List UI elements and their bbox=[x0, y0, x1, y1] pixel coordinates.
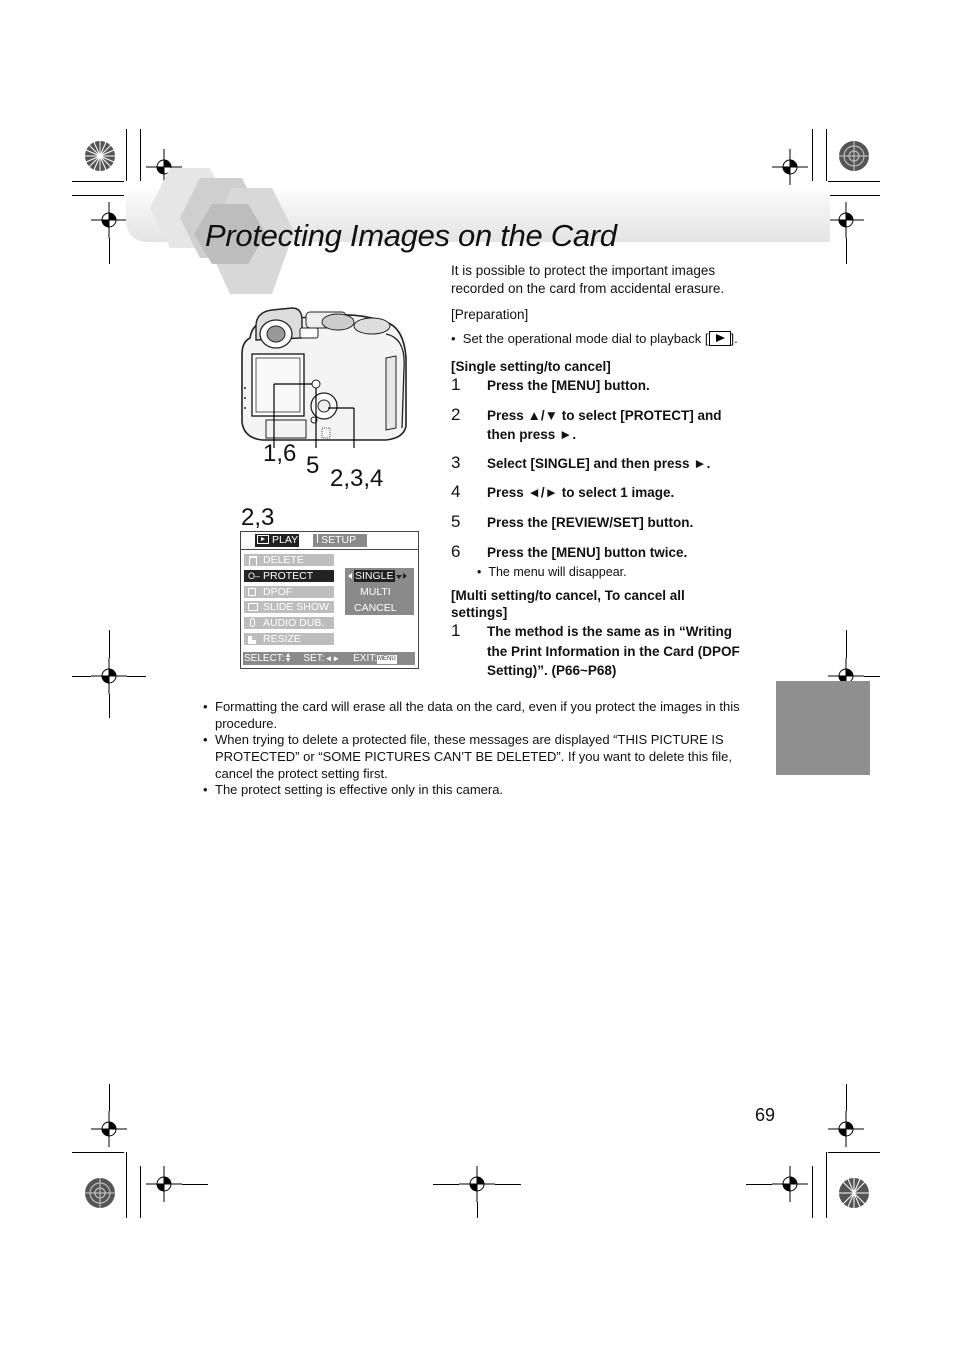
menu-screen bbox=[240, 531, 419, 669]
arrow-down-icon bbox=[396, 575, 402, 579]
microphone-icon bbox=[250, 618, 255, 627]
menu-item-resize: RESIZE bbox=[244, 633, 334, 645]
step-text: Press ◄/► to select 1 image. bbox=[487, 485, 675, 500]
slideshow-icon bbox=[248, 603, 258, 611]
crosshair-icon bbox=[772, 1166, 808, 1202]
step-text: then press ►. bbox=[487, 427, 577, 442]
option-single: SINGLE bbox=[346, 570, 414, 582]
option-multi: MULTI bbox=[360, 586, 391, 598]
crosshair-icon bbox=[828, 1111, 864, 1147]
menu-button-icon: MENU bbox=[378, 656, 396, 662]
updown-icon: ▲ ▼ bbox=[284, 652, 292, 664]
note-bullet: • bbox=[203, 699, 208, 714]
step-number: 1 bbox=[451, 375, 461, 394]
page-number: 69 bbox=[755, 1105, 776, 1125]
step-text: Press the [REVIEW/SET] button. bbox=[487, 515, 694, 530]
note-text: Formatting the card will erase all the data on the card, even if you protect the images in this bbox=[215, 699, 740, 714]
step-number: 2 bbox=[451, 405, 461, 424]
play-icon bbox=[257, 535, 269, 544]
multi-heading: settings] bbox=[451, 605, 508, 620]
note-text: cancel the protect setting first. bbox=[215, 766, 388, 781]
page-title: Protecting Images on the Card bbox=[205, 218, 617, 253]
tab-divider bbox=[241, 549, 418, 550]
callout-label: 2,3,4 bbox=[330, 465, 384, 492]
registration-star-icon bbox=[838, 140, 870, 172]
arrow-left-icon bbox=[348, 573, 352, 579]
registration-star-icon bbox=[84, 1177, 116, 1209]
step-number: 3 bbox=[451, 453, 461, 472]
step-text: Press the [MENU] button. bbox=[487, 378, 650, 393]
step-text: Select [SINGLE] and then press ►. bbox=[487, 456, 711, 471]
preparation-label: [Preparation] bbox=[451, 307, 529, 322]
leftright-icon: ◄► bbox=[324, 654, 341, 663]
intro-paragraph: It is possible to protect the important images recorded on the card from accidental erasure. bbox=[451, 263, 725, 296]
callout-label: 2,3 bbox=[241, 504, 275, 531]
arrow-right-icon bbox=[403, 573, 407, 579]
step-text: Press ▲/▼ to select [PROTECT] and bbox=[487, 408, 722, 423]
section-tab bbox=[776, 681, 870, 775]
crosshair-icon bbox=[772, 149, 808, 185]
note-bullet: • bbox=[203, 732, 208, 747]
step-note: • The menu will disappear. bbox=[477, 565, 627, 579]
menu-footer: SELECT:▲ ▼ SET:◄► EXIT:MENU bbox=[243, 652, 415, 665]
step-text: Setting)”. (P66~P68) bbox=[487, 663, 617, 678]
preparation-bullet: • Set the operational mode dial to playback [ ]. bbox=[451, 331, 738, 346]
menu-item-dpof: DPOF bbox=[244, 586, 334, 598]
menu-item-delete: DELETE bbox=[244, 554, 334, 566]
crosshair-icon bbox=[146, 1166, 182, 1202]
step-number: 1 bbox=[451, 621, 461, 640]
step-number: 5 bbox=[451, 512, 461, 531]
menu-item-audio-dub: AUDIO DUB. bbox=[244, 617, 334, 629]
menu-item-protect: O‒ PROTECT bbox=[244, 570, 334, 582]
step-text: Press the [MENU] button twice. bbox=[487, 545, 688, 560]
note-text: When trying to delete a protected file, these messages are displayed “THIS PICTURE IS bbox=[215, 732, 724, 747]
print-icon bbox=[248, 588, 256, 596]
resize-icon bbox=[248, 636, 256, 644]
tab-play: PLAY bbox=[255, 534, 299, 547]
step-text: the Print Information in the Card (DPOF bbox=[487, 644, 740, 659]
option-cancel: CANCEL bbox=[354, 602, 397, 614]
multi-heading: [Multi setting/to cancel, To cancel all bbox=[451, 588, 685, 603]
note-text: procedure. bbox=[215, 716, 278, 731]
crosshair-icon bbox=[828, 202, 864, 238]
crosshair-icon bbox=[91, 1111, 127, 1147]
tab-setup: ꟾ SETUP bbox=[313, 534, 367, 547]
step-number: 4 bbox=[451, 482, 461, 501]
callout-label: 1,6 bbox=[263, 440, 297, 467]
step-text: The method is the same as in “Writing bbox=[487, 624, 733, 639]
single-heading: [Single setting/to cancel] bbox=[451, 359, 611, 374]
step-number: 6 bbox=[451, 542, 461, 561]
note-text: PROTECTED” or “SOME PICTURES CAN’T BE DELETED”. If you want to delete this file, bbox=[215, 749, 733, 764]
camera-illustration bbox=[236, 298, 414, 448]
crosshair-icon bbox=[91, 202, 127, 238]
callout-label: 5 bbox=[306, 452, 320, 479]
key-icon: O‒ bbox=[248, 571, 261, 581]
crosshair-icon bbox=[91, 658, 127, 694]
note-text: The protect setting is effective only in this camera. bbox=[215, 782, 504, 797]
trash-icon bbox=[249, 556, 257, 567]
registration-star-icon bbox=[838, 1177, 870, 1209]
note-bullet: • bbox=[203, 782, 208, 797]
crosshair-icon bbox=[459, 1166, 495, 1202]
menu-item-slide-show: SLIDE SHOW bbox=[244, 601, 334, 613]
setup-icon: ꟾ bbox=[316, 534, 320, 546]
registration-star-icon bbox=[84, 140, 116, 172]
playback-icon bbox=[709, 331, 731, 346]
